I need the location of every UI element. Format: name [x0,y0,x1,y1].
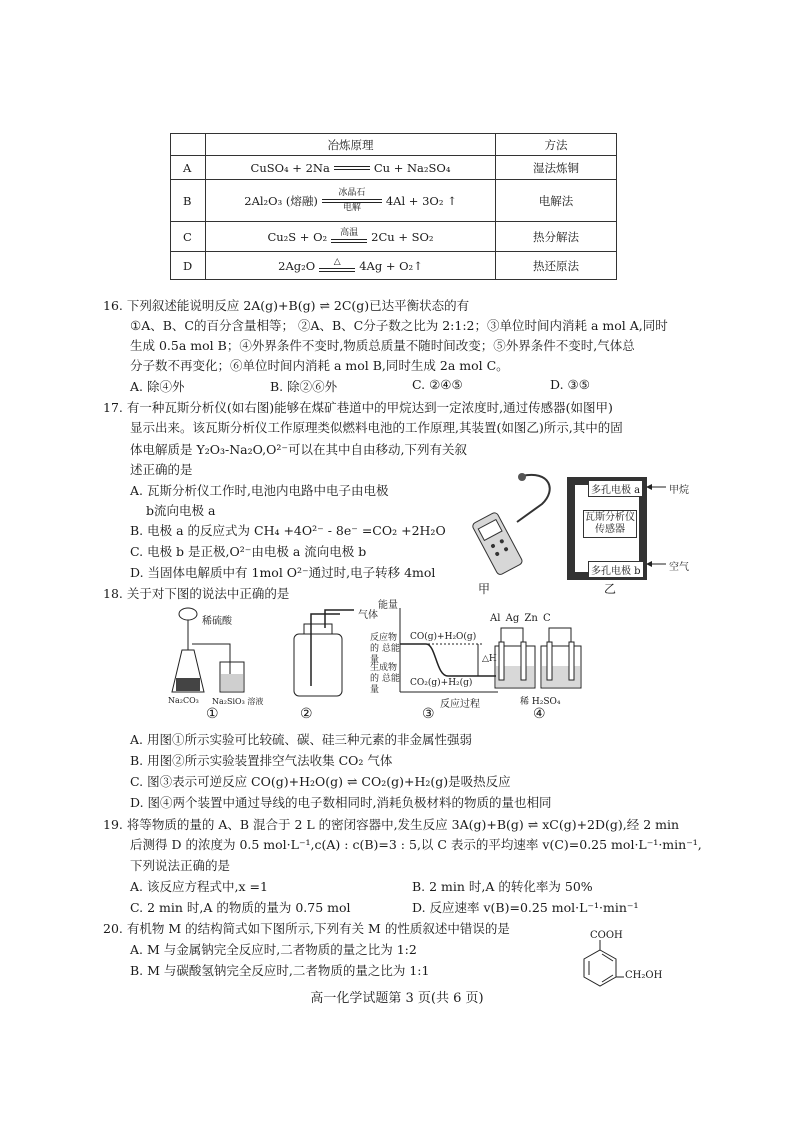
q17-option-a[interactable]: A. 瓦斯分析仪工作时,电池内电路中电子由电极 [130,483,389,498]
equation [206,180,496,222]
fig3-x-label: 反应过程 [440,699,480,710]
eq-right: 2Cu + SO₂ [371,229,434,244]
eq-left: 2Ag₂O [278,258,316,273]
cond-top: 冰晶石 [338,187,366,198]
fig4-electrode-labels: Al Ag Zn C [490,613,551,624]
row-label: A [171,156,206,180]
air-arrow-head [646,561,652,567]
table-header-blank [171,134,206,156]
air-label: 空气 [669,562,689,573]
q17-option-d[interactable]: D. 当固体电解质中有 1mol O²⁻通过时,电子转移 4mol [130,565,436,580]
fig2-number: ② [300,706,313,722]
table-header-method: 方法 [496,134,617,156]
bottle-body [294,634,342,696]
funnel-top [179,608,197,620]
row-label: B [171,180,206,222]
q17-line: 体电解质是 Y₂O₃-Na₂O,O²⁻可以在其中自由移动,下列有关叙 [130,442,467,457]
q19-option-b[interactable]: B. 2 min 时,A 的转化率为 50% [412,879,593,894]
q17-option-b[interactable]: B. 电极 a 的反应式为 CH₄ +4O²⁻ - 8e⁻ =CO₂ +2H₂O [130,523,446,538]
fig3-top-label: CO(g)+H₂O(g) [410,632,477,642]
methane-arrow-head [646,484,652,490]
q17-line: 述正确的是 [130,462,193,477]
q19-line: 下列说法正确的是 [130,858,231,873]
method: 热分解法 [496,222,617,252]
bottle-neck [304,624,332,634]
electrode-zn [547,642,552,680]
method: 热还原法 [496,252,617,280]
cond-top: 高温 [340,228,359,238]
equation [206,252,496,280]
row-label: D [171,252,206,280]
eq-left: 2Al₂O₃ (熔融) [244,193,318,208]
equation [206,222,496,252]
fig3-number: ③ [422,706,435,722]
fig4-number: ④ [533,706,546,722]
q20-line: 20. 有机物 M 的结构简式如下图所示,下列有关 M 的性质叙述中错误的是 [103,921,510,936]
fig3-energy-label: 能量 [378,600,398,611]
fig3-bottom-label: CO₂(g)+H₂(g) [410,678,473,688]
outlet-tube [325,610,354,628]
table-row [171,222,617,252]
sensor-box: 瓦斯分析仪 传感器 [583,510,637,538]
q16-option-a[interactable]: A. 除④外 [130,379,185,394]
row-label: C [171,222,206,252]
molecule-m-structure [580,940,650,990]
cond-bottom: 电解 [342,202,361,213]
electrode-ag [521,642,526,680]
q16-line: 分子数不再变化；⑥单位时间内消耗 a mol B,同时生成 2a mol C。 [130,358,509,373]
figure-label-jia: 甲 [478,582,491,596]
q18-stem: 18. 关于对下图的说法中正确的是 [103,586,290,601]
gas-detector-figure [462,470,562,578]
detector-cable [517,475,550,522]
fig3-product-label: 生成物的 总能量 [370,663,400,695]
q17-line: 显示出来。该瓦斯分析仪工作原理类似燃料电池的工作原理,其装置(如图乙)所示,其中的固 [130,420,623,435]
eq-right: 4Al + 3O₂ ↑ [385,193,457,208]
table-row [171,252,617,280]
cooh-label: COOH [590,930,623,941]
eq-right: 4Ag + O₂↑ [359,258,423,273]
solid-reagent [176,678,200,691]
fig1-acid-label: 稀硫酸 [202,616,232,627]
gas-arrows [646,479,668,579]
ring-double-bond [602,975,613,982]
q16-line: ①A、B、C的百分含量相等； ②A、B、C分子数之比为 2:1:2；③单位时间内消耗 a mol A,同时 [130,318,668,333]
ring-double-bond [602,954,613,961]
table-row [171,180,617,222]
q16-line: 生成 0.5a mol B；④外界条件不变时,物质总质量不随时间改变；⑤外界条件不变时,气体总 [130,338,635,353]
fig2-gas-label: 气体 [358,610,378,621]
cond-top: △ [333,257,341,267]
method: 电解法 [496,180,617,222]
detector-probe [518,473,526,481]
q18-option-b[interactable]: B. 用图②所示实验装置排空气法收集 CO₂ 气体 [130,753,393,768]
electrode-b: 多孔电极 b [588,561,644,578]
fig1-number: ① [206,706,219,722]
fig3-dh-label: △H [482,654,497,664]
eq-right: Cu + Na₂SO₄ [373,160,451,175]
q19-option-c[interactable]: C. 2 min 时,A 的物质的量为 0.75 mol [130,900,351,915]
page-footer: 高一化学试题第 3 页(共 6 页) [310,991,484,1006]
condition-arrow [319,258,355,273]
beaker-liquid [221,674,243,691]
ch2oh-label: CH₂OH [625,970,663,981]
electrode-a: 多孔电极 a [588,480,643,497]
eq-left: Cu₂S + O₂ [267,229,328,244]
detector-body [471,511,523,575]
delivery-tube [192,644,230,678]
electrode-al [499,642,504,680]
fig3-reactant-label: 反应物的 总能量 [370,633,400,665]
table-row [171,156,617,180]
q17-option-a-cont: b流向电极 a [146,503,216,518]
condition-arrow [331,229,367,244]
method: 湿法炼铜 [496,156,617,180]
q18-option-a[interactable]: A. 用图①所示实验可比较硫、碳、硅三种元素的非金属性强弱 [130,732,472,747]
q19-line: 19. 将等物质的量的 A、B 混合于 2 L 的密闭容器中,发生反应 3A(g)+B(g) ⇌ xC(g)+2D(g),经 2 min [103,817,680,832]
q17-line: 17. 有一种瓦斯分析仪(如右图)能够在煤矿巷道中的甲烷达到一定浓度时,通过传感器(如图甲) [103,400,613,415]
wire-right [549,628,571,642]
q19-option-d[interactable]: D. 反应速率 v(B)=0.25 mol·L⁻¹·min⁻¹ [412,900,639,915]
condition-arrow [322,189,382,213]
eq-left: CuSO₄ + 2Na [250,160,330,175]
wire-left [501,628,523,642]
table-header-principle: 冶炼原理 [206,134,496,156]
q19-option-a[interactable]: A. 该反应方程式中,x =1 [130,879,268,894]
q18-option-d[interactable]: D. 图④两个装置中通过导线的电子数相同时,消耗负极材料的物质的量也相同 [130,795,552,810]
equals-sign [334,165,370,171]
q16-stem: 16. 下列叙述能说明反应 2A(g)+B(g) ⇌ 2C(g)已达平衡状态的有 [103,298,470,313]
q16-option-b[interactable]: B. 除②⑥外 [270,379,338,394]
q18-option-c[interactable]: C. 图③表示可逆反应 CO(g)+H₂O(g) ⇌ CO₂(g)+H₂(g)是吸热反应 [130,774,511,789]
fig1-left-label: Na₂CO₃ [168,696,199,705]
smelting-table [170,133,617,280]
q20-option-a[interactable]: A. M 与金属钠完全反应时,二者物质的量之比为 1:2 [130,942,417,957]
q20-option-b[interactable]: B. M 与碳酸氢钠完全反应时,二者物质的量之比为 1:1 [130,963,430,978]
fig4-acid-label: 稀 H₂SO₄ [520,697,561,707]
q17-option-c[interactable]: C. 电极 b 是正极,O²⁻由电极 a 流向电极 b [130,544,367,559]
equation [206,156,496,180]
q16-option-d[interactable]: D. ③⑤ [550,377,590,392]
fig1-right-label: Na₂SiO₃ 溶液 [212,697,264,706]
fig4-cells [493,624,585,696]
figure-label-yi: 乙 [604,582,617,596]
electrode-c [569,642,574,680]
q16-option-c[interactable]: C. ②④⑤ [412,377,463,392]
q19-line: 后测得 D 的浓度为 0.5 mol·L⁻¹,c(A) : c(B)=3 : 5,以 C 表示的平均速率 v(C)=0.25 mol·L⁻¹·min⁻¹, [130,837,702,852]
methane-label: 甲烷 [669,485,689,496]
